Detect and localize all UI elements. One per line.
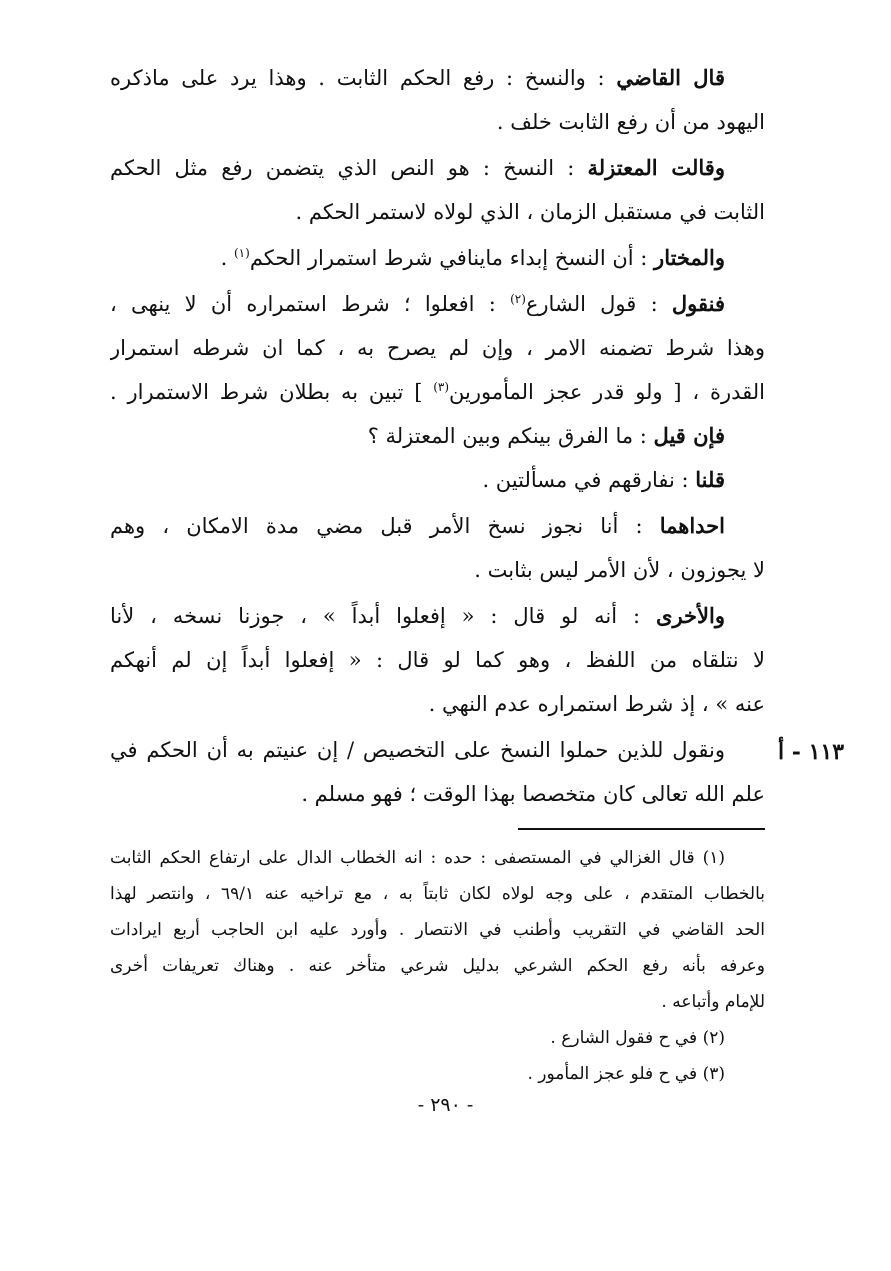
footnote-1-line-3: الحد القاضي في التقريب وأطنب في الانتصار . وأورد عليه ابن الحاجب أربع ايرادات <box>110 920 765 940</box>
p3-line-1: والمختار : أن النسخ إبداء ماينافي شرط استمرار الحكم$^{(١)}$ . <box>220 245 725 270</box>
footnote-ref-2: (٢) <box>510 292 526 306</box>
p9-line-2: علم الله تعالى كان متخصصا بهذا الوقت ؛ فهو مسلم . <box>301 782 765 806</box>
p1-line-2: اليهود من أن رفع الثابت خلف . <box>496 110 765 134</box>
footnote-ref-3: (٣) <box>433 380 450 394</box>
p8-lead: والأخرى <box>656 603 725 628</box>
p5-lead: فإن قيل <box>653 423 725 448</box>
p8-line-1: والأخرى : أنه لو قال : « إفعلوا أبداً » ، جوزنا نسخه ، لأنا <box>110 603 725 628</box>
footnote-1-line-5: للإمام وأتباعه . <box>661 992 765 1012</box>
p4-line-3: القدرة ، [ ولو قدر عجز المأمورين$^{(٣)}$ ] تبين به بطلان شرط الاستمرار . <box>110 380 765 404</box>
p7-line-2: لا يجوزون ، لأن الأمر ليس بثابت . <box>474 558 765 582</box>
margin-folio-reference: ١١٣ - أ <box>778 739 845 765</box>
footnote-3: (٣) في ح فلو عجز المأمور . <box>527 1064 725 1084</box>
page-number: - ٢٩٠ - <box>417 1094 474 1116</box>
p4-line-1: فنقول : قول الشارع$^{(٢)}$ : افعلوا ؛ شرط استمراره أن لا ينهى ، <box>110 291 725 316</box>
p4-lead: فنقول <box>671 291 725 316</box>
footnote-ref-1: (١) <box>233 246 250 260</box>
p7-line-1: احداهما : أنا نجوز نسخ الأمر قبل مضي مدة الامكان ، وهم <box>110 513 725 538</box>
p5-line-1: فإن قيل : ما الفرق بينكم وبين المعتزلة ؟ <box>367 423 725 448</box>
p1-line-1: قال القاضي : والنسخ : رفع الحكم الثابت . وهذا يرد على ماذكره <box>110 65 725 90</box>
main-text <box>110 56 765 816</box>
p6-lead: قلنا <box>695 467 725 492</box>
footnotes <box>110 840 765 1092</box>
p8-line-2: لا نتلقاه من اللفظ ، وهو كما لو قال : « إفعلوا أبداً إن لم أنهكم <box>110 648 765 672</box>
p3-lead: والمختار <box>654 245 725 270</box>
footnote-separator <box>518 828 765 830</box>
footnote-1-line-2: بالخطاب المتقدم ، على وجه لولاه لكان ثابتاً به ، مع تراخيه عنه ٦٩/١ ، وانتصر لهذا <box>110 884 765 904</box>
p7-lead: احداهما <box>659 513 725 538</box>
p2-line-1: وقالت المعتزلة : النسخ : هو النص الذي يتضمن رفع مثل الحكم <box>110 155 725 180</box>
p2-line-2: الثابت في مستقبل الزمان ، الذي لولاه لاستمر الحكم . <box>295 200 765 224</box>
p6-line-1: قلنا : نفارقهم في مسألتين . <box>482 467 725 492</box>
p2-lead: وقالت المعتزلة <box>587 155 725 180</box>
p9-line-1: ونقول للذين حملوا النسخ على التخصيص / إن عنيتم به أن الحكم في <box>110 738 725 762</box>
p1-lead: قال القاضي <box>616 65 725 90</box>
p8-line-3: عنه » ، إذ شرط استمراره عدم النهي . <box>428 692 765 716</box>
footnote-1-line-4: وعرفه بأنه رفع الحكم الشرعي بدليل شرعي متأخر عنه . وهناك تعريفات أخرى <box>110 956 765 976</box>
footnote-1-line-1: (١) قال الغزالي في المستصفى : حده : انه الخطاب الدال على ارتفاع الحكم الثابت <box>110 848 725 868</box>
p4-line-2: وهذا شرط تضمنه الامر ، وإن لم يصرح به ، كما ان شرطه استمرار <box>110 336 765 360</box>
footnote-2: (٢) في ح فقول الشارع . <box>550 1028 725 1048</box>
